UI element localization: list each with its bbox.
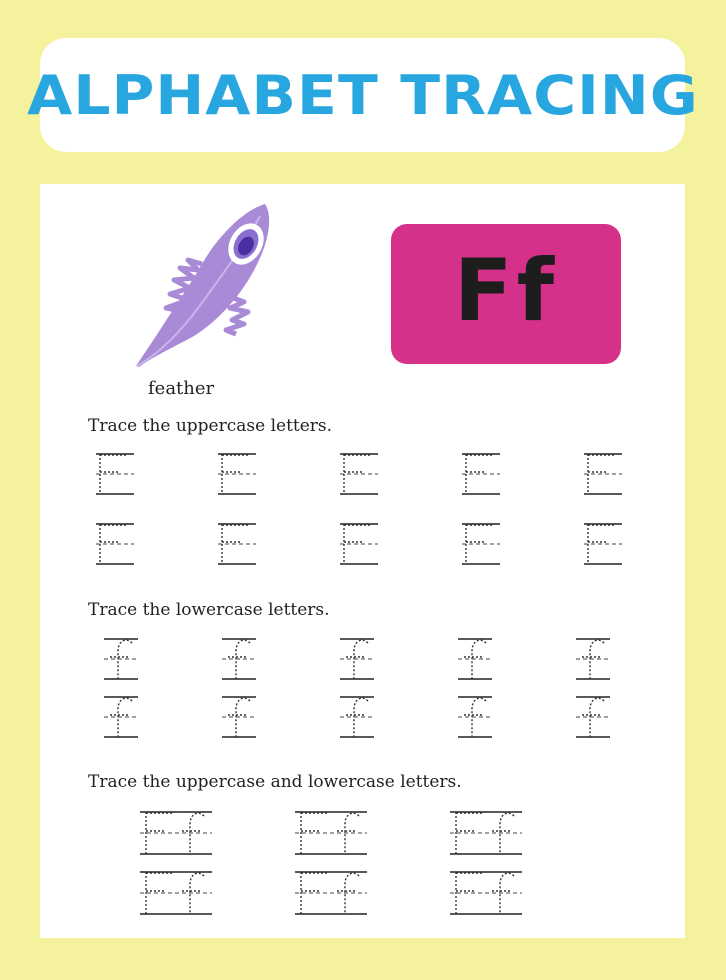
uppercase-trace-cell[interactable] [96,454,134,494]
combined-trace-cell[interactable] [140,872,212,914]
lowercase-trace-cell[interactable] [576,697,610,737]
lowercase-trace-cell[interactable] [340,697,374,737]
lowercase-trace-cell[interactable] [576,639,610,679]
combined-trace-cell[interactable] [450,872,522,914]
uppercase-trace-cell[interactable] [584,454,622,494]
uppercase-trace-cell[interactable] [96,524,134,564]
title-banner [26,38,699,152]
featured-letters: Ff [453,241,559,341]
lowercase-trace-cell[interactable] [104,697,138,737]
uppercase-trace-cell[interactable] [218,524,256,564]
combined-trace-cell[interactable] [295,872,367,914]
lowercase-trace-cell[interactable] [222,697,256,737]
page-title: ALPHABET TRACING [26,63,699,127]
uppercase-instruction: Trace the uppercase letters. [88,416,333,436]
uppercase-tracing-grid[interactable] [40,184,685,938]
worksheet [40,184,685,938]
combined-instruction: Trace the uppercase and lowercase letters. [88,772,462,792]
picture-word: feather [148,378,215,399]
lowercase-trace-cell[interactable] [222,639,256,679]
uppercase-trace-cell[interactable] [340,524,378,564]
lowercase-trace-cell[interactable] [340,639,374,679]
lowercase-trace-cell[interactable] [458,639,492,679]
uppercase-trace-cell[interactable] [462,524,500,564]
uppercase-trace-cell[interactable] [218,454,256,494]
combined-trace-cell[interactable] [295,812,367,854]
uppercase-trace-cell[interactable] [462,454,500,494]
lowercase-trace-cell[interactable] [458,697,492,737]
combined-trace-cell[interactable] [450,812,522,854]
lowercase-instruction: Trace the lowercase letters. [88,600,330,620]
uppercase-trace-cell[interactable] [340,454,378,494]
uppercase-trace-cell[interactable] [584,524,622,564]
combined-trace-cell[interactable] [140,812,212,854]
lowercase-trace-cell[interactable] [104,639,138,679]
